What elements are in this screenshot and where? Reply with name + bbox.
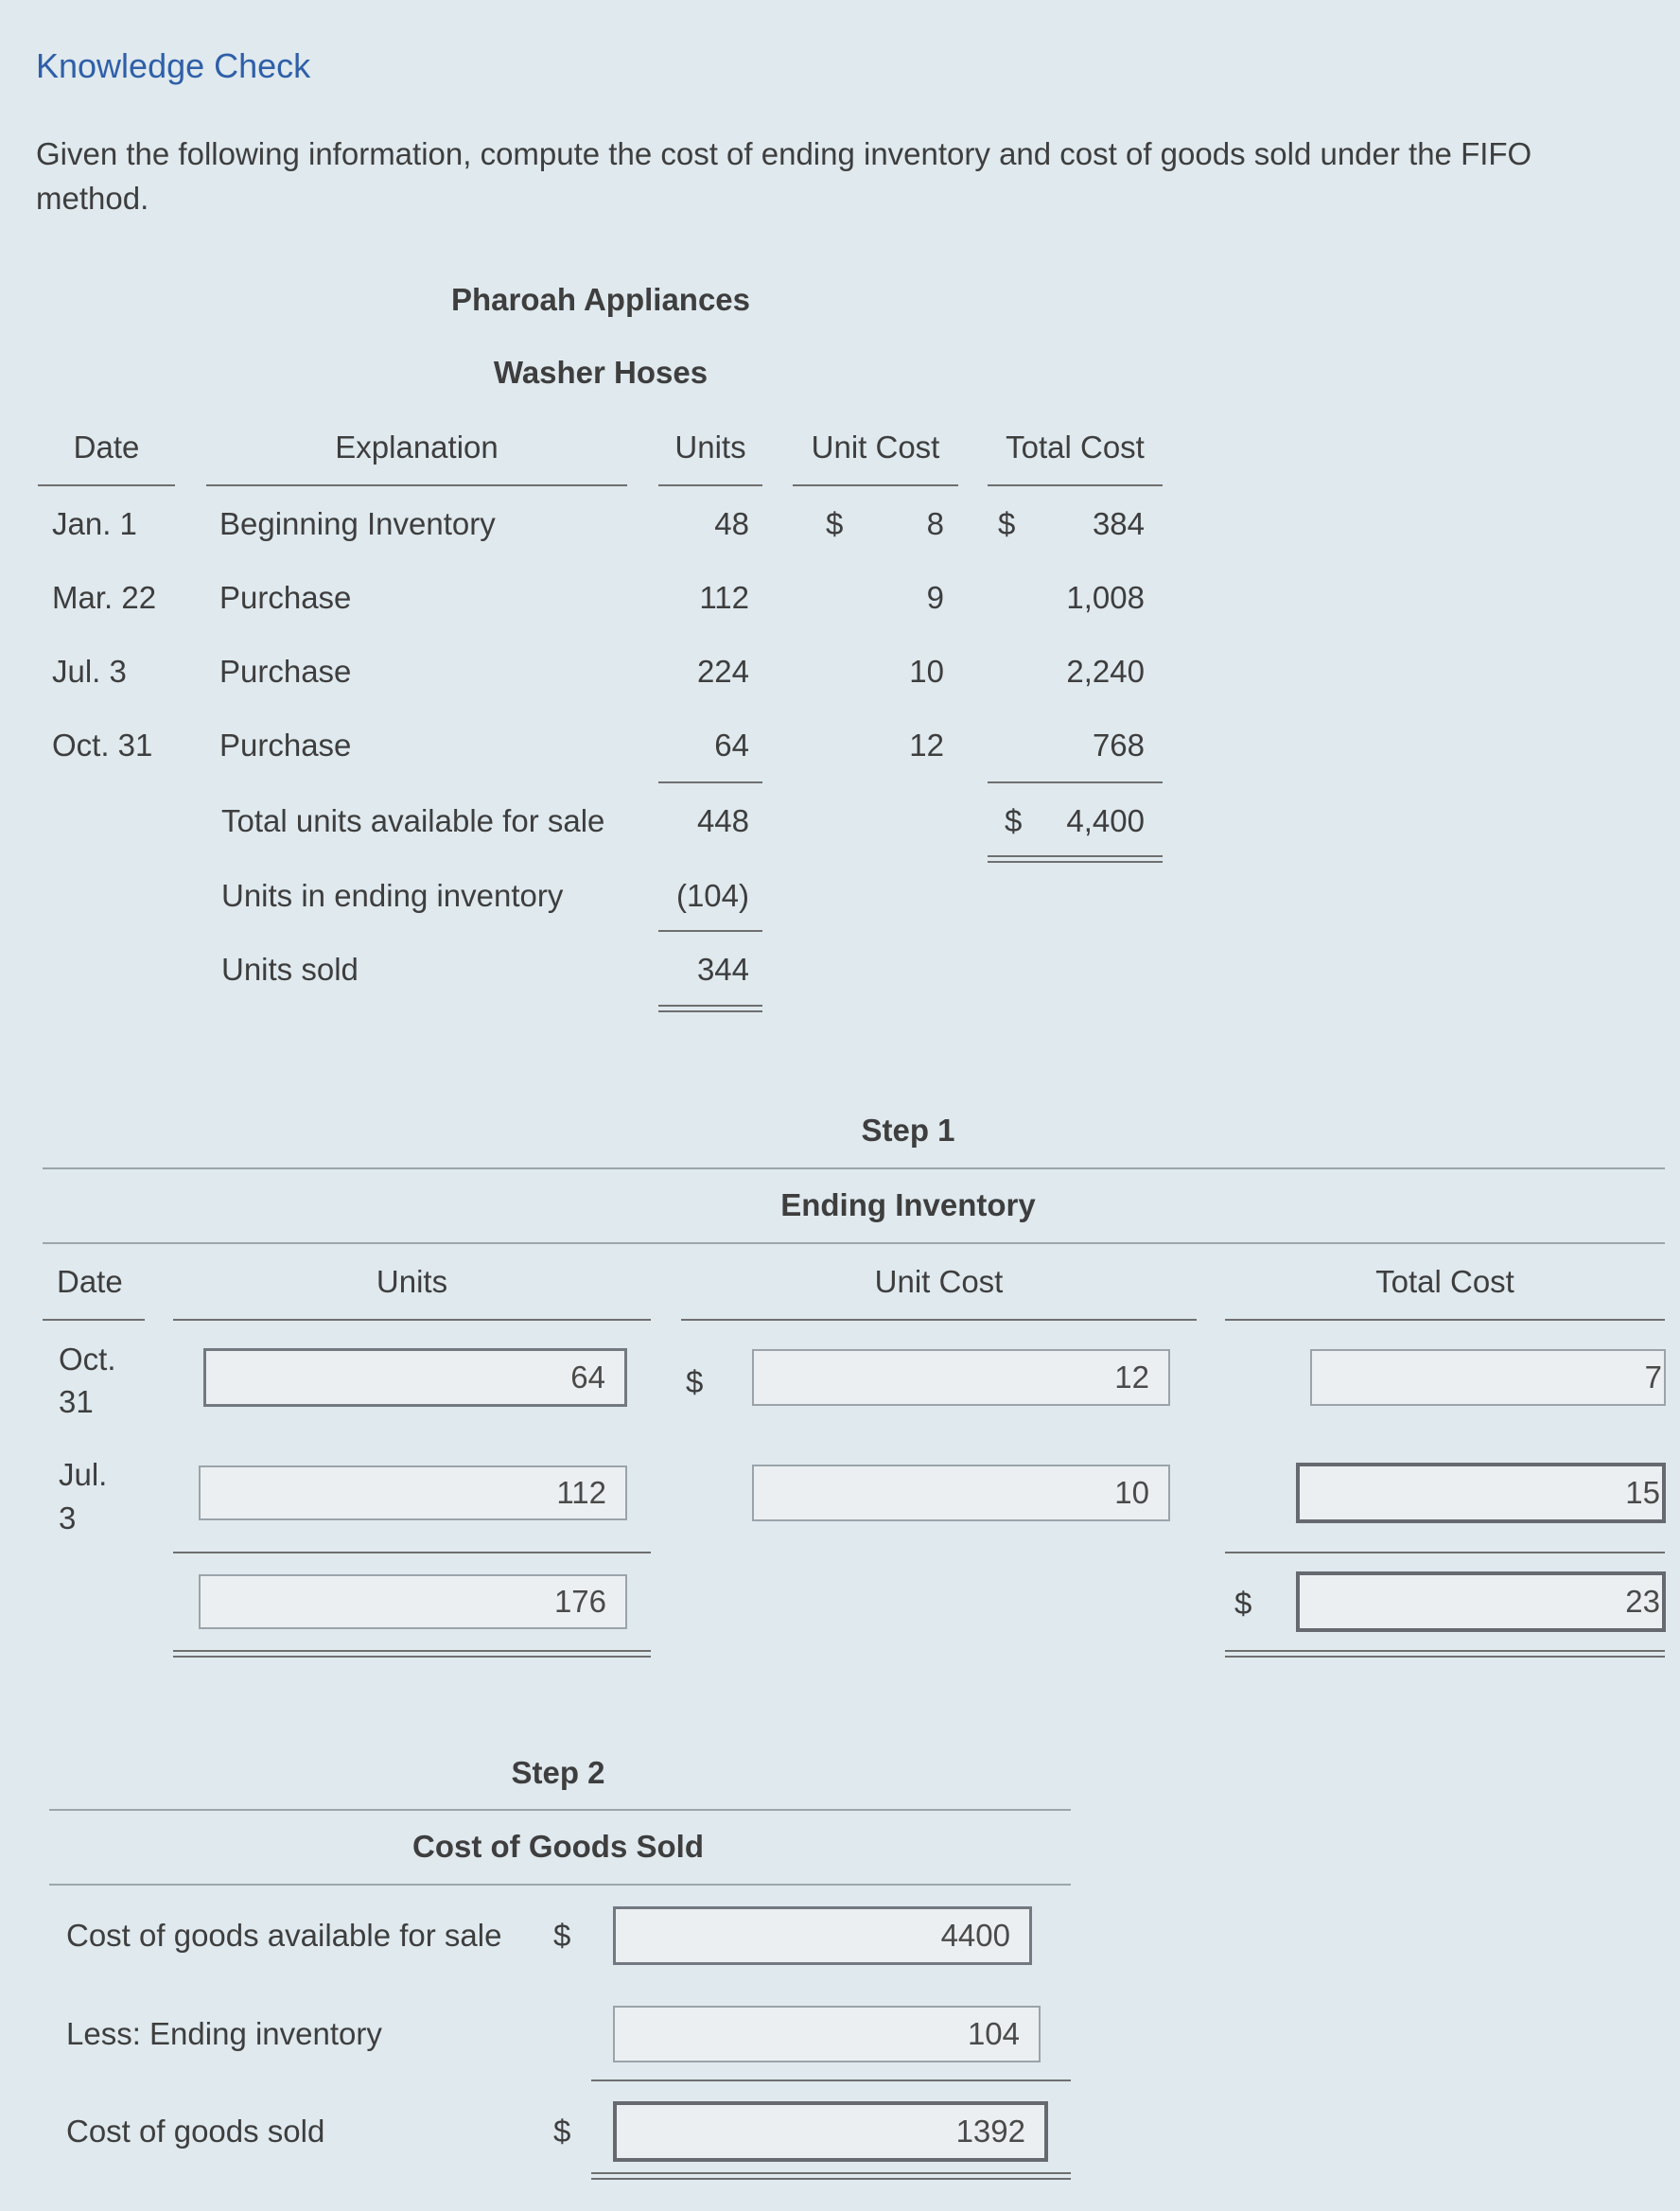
double-underline <box>658 1005 762 1007</box>
total-units-available-label: Total units available for sale <box>221 803 605 838</box>
subtotal-line <box>591 2079 1071 2081</box>
row-units: 224 <box>696 654 749 689</box>
col-explanation-header: Explanation <box>335 430 499 465</box>
row-unit-cost: 8 <box>926 506 944 541</box>
header-underline <box>173 1319 651 1321</box>
step1-col-date: Date <box>57 1264 123 1299</box>
double-underline <box>988 861 1163 863</box>
page-title: Knowledge Check <box>36 46 311 85</box>
double-underline <box>173 1656 651 1658</box>
step1-title: Ending Inventory <box>780 1187 1036 1222</box>
double-underline <box>1225 1656 1665 1658</box>
cost-of-goods-sold-label: Cost of goods sold <box>66 2114 325 2149</box>
total-ending-inventory-input[interactable]: 23 <box>1296 1571 1666 1632</box>
company-name: Pharoah Appliances <box>450 282 751 317</box>
row-units: 48 <box>714 506 749 541</box>
cogs-available-label: Cost of goods available for sale <box>66 1918 502 1953</box>
row-date: Jan. 1 <box>52 506 137 541</box>
row-total-cost: 384 <box>1092 506 1145 541</box>
step1-col-unit-cost: Unit Cost <box>874 1264 1004 1299</box>
step1-col-total-cost: Total Cost <box>1375 1264 1514 1299</box>
row-explanation: Purchase <box>219 580 352 615</box>
col-units-header: Units <box>674 430 746 465</box>
row-date: Oct. 31 <box>52 728 153 763</box>
step1-row-date: 31 <box>59 1384 94 1419</box>
step1-row-date: Jul. <box>59 1457 108 1492</box>
section-rule <box>43 1242 1665 1244</box>
cogs-available-input[interactable]: 4400 <box>613 1906 1032 1965</box>
cost-of-goods-sold-input[interactable]: 1392 <box>613 2101 1048 2162</box>
units-input[interactable]: 112 <box>199 1465 627 1520</box>
header-underline <box>206 484 627 486</box>
unit-cost-input[interactable]: 10 <box>752 1465 1170 1521</box>
subtotal-line <box>173 1552 651 1553</box>
double-underline <box>591 2178 1071 2180</box>
total-units-available: 448 <box>696 803 749 838</box>
header-underline <box>658 484 762 486</box>
currency-symbol: $ <box>1005 803 1023 838</box>
less-ending-inventory-label: Less: Ending inventory <box>66 2016 382 2051</box>
subtotal-line <box>988 781 1163 783</box>
row-total-cost: 2,240 <box>1066 654 1145 689</box>
currency-symbol: $ <box>1234 1586 1252 1621</box>
step1-label: Step 1 <box>861 1113 955 1148</box>
step1-row-date: 3 <box>59 1500 77 1535</box>
row-total-cost: 768 <box>1092 728 1145 763</box>
subtotal-line <box>658 781 762 783</box>
instructions-line-2: method. <box>36 181 149 216</box>
ending-inventory-units: (104) <box>675 878 749 913</box>
row-date: Jul. 3 <box>52 654 127 689</box>
row-date: Mar. 22 <box>52 580 157 615</box>
double-underline <box>1225 1650 1665 1652</box>
double-underline <box>591 2172 1071 2174</box>
subtotal-line <box>1225 1552 1665 1553</box>
section-rule <box>43 1167 1665 1169</box>
header-underline <box>793 484 958 486</box>
total-units-input[interactable]: 176 <box>199 1574 627 1629</box>
currency-symbol: $ <box>553 1918 571 1953</box>
currency-symbol: $ <box>686 1364 704 1399</box>
unit-cost-input[interactable]: 12 <box>752 1349 1170 1406</box>
step2-label: Step 2 <box>511 1755 605 1790</box>
instructions-line-1: Given the following information, compute the cost of ending inventory and cost of goods sold under the FIFO <box>36 136 1532 171</box>
currency-symbol: $ <box>998 506 1016 541</box>
header-underline <box>681 1319 1197 1321</box>
total-cost-available: 4,400 <box>1066 803 1145 838</box>
col-unit-cost-header: Unit Cost <box>811 430 940 465</box>
row-unit-cost: 9 <box>926 580 944 615</box>
total-cost-input[interactable]: 7 <box>1310 1349 1666 1406</box>
double-underline <box>658 1010 762 1012</box>
row-units: 64 <box>714 728 749 763</box>
row-explanation: Purchase <box>219 728 352 763</box>
section-rule <box>49 1809 1071 1811</box>
step1-row-date: Oct. <box>59 1342 116 1377</box>
row-total-cost: 1,008 <box>1066 580 1145 615</box>
header-underline <box>38 484 175 486</box>
header-underline <box>1225 1319 1665 1321</box>
double-underline <box>988 855 1163 857</box>
product-name: Washer Hoses <box>493 355 709 390</box>
subtotal-line <box>658 930 762 932</box>
units-input[interactable]: 64 <box>203 1348 627 1407</box>
col-total-cost-header: Total Cost <box>1006 430 1145 465</box>
currency-symbol: $ <box>553 2114 571 2149</box>
ending-inventory-units-label: Units in ending inventory <box>221 878 564 913</box>
section-rule <box>49 1884 1071 1886</box>
col-date-header: Date <box>73 430 140 465</box>
units-sold-label: Units sold <box>221 952 359 987</box>
step2-title: Cost of Goods Sold <box>412 1829 704 1864</box>
header-underline <box>43 1319 145 1321</box>
row-units: 112 <box>699 580 749 615</box>
currency-symbol: $ <box>826 506 844 541</box>
row-explanation: Purchase <box>219 654 352 689</box>
row-unit-cost: 10 <box>909 654 944 689</box>
row-explanation: Beginning Inventory <box>219 506 496 541</box>
total-cost-input[interactable]: 15 <box>1296 1463 1666 1523</box>
units-sold: 344 <box>696 952 749 987</box>
step1-col-units: Units <box>376 1264 448 1299</box>
row-unit-cost: 12 <box>909 728 944 763</box>
less-ending-inventory-input[interactable]: 104 <box>613 2006 1041 2062</box>
header-underline <box>988 484 1163 486</box>
double-underline <box>173 1650 651 1652</box>
